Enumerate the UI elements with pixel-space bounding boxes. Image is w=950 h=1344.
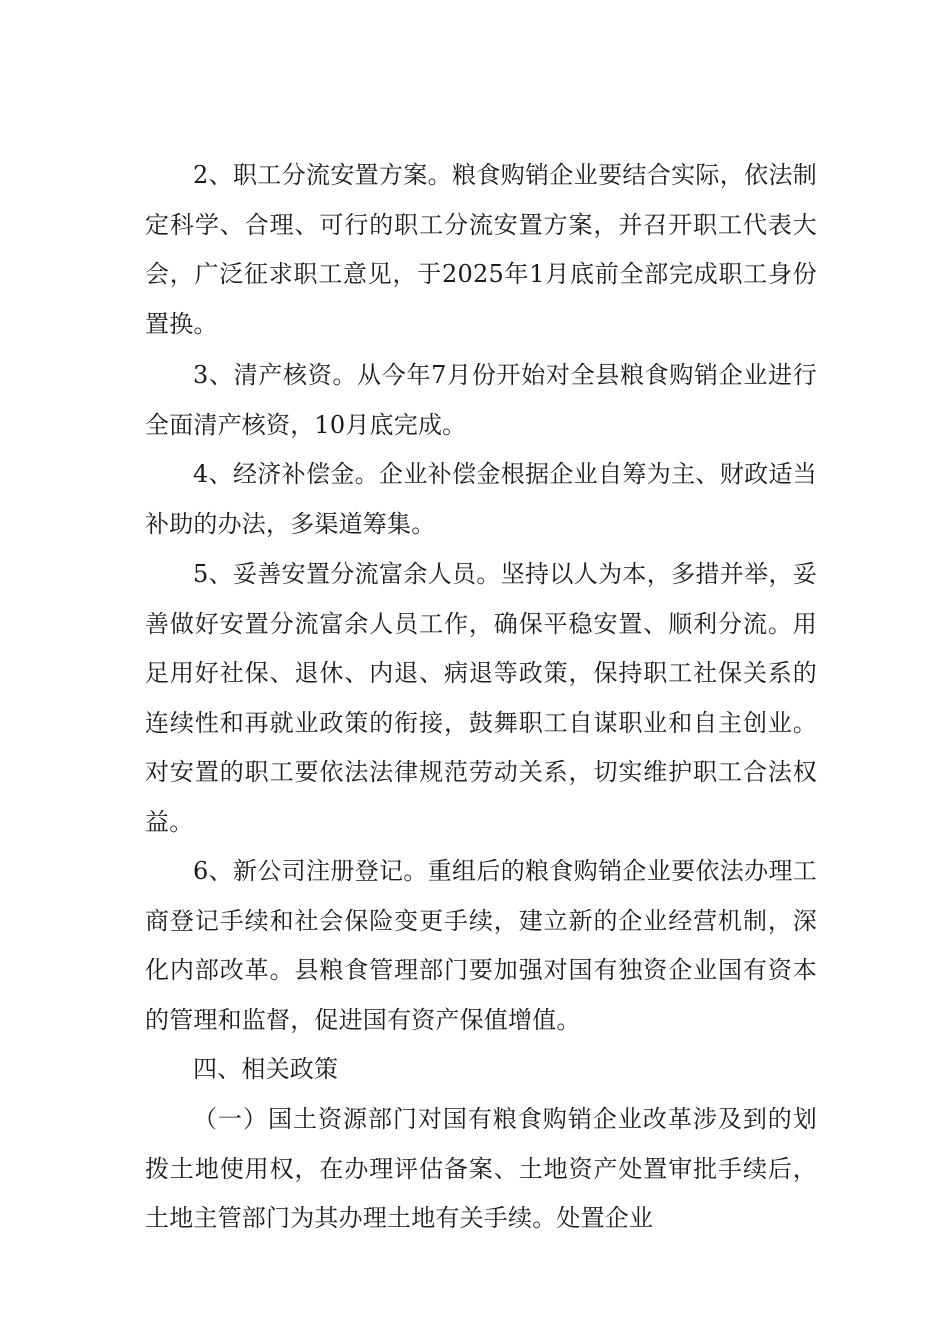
section-heading-related-policies: 四、相关政策 bbox=[193, 1055, 339, 1083]
paragraph-item-6-registration: 6、新公司注册登记。重组后的粮食购销企业要依法办理工商登记手续和社会保险变更手续，建立新的企业经营机制，深化内部改革。县粮食管理部门要加强对国有独资企业国有资本的管理和监督，促进国有资产保值增值。 bbox=[145, 857, 817, 1034]
paragraph-item-2-staff-placement: 2、职工分流安置方案。粮食购销企业要结合实际，依法制定科学、合理、可行的职工分流安置方案，并召开职工代表大会，广泛征求职工意见，于2025年1月底前全部完成职工身份置换。 bbox=[145, 161, 817, 338]
paragraph-policy-1-land: （一）国土资源部门对国有粮食购销企业改革涉及到的划拨土地使用权，在办理评估备案、土地资产处置审批手续后，土地主管部门为其办理土地有关手续。处置企业 bbox=[145, 1105, 817, 1232]
paragraph-item-5-surplus-staff: 5、妥善安置分流富余人员。坚持以人为本，多措并举，妥善做好安置分流富余人员工作，确保平稳安置、顺利分流。用足用好社保、退休、内退、病退等政策，保持职工社保关系的连续性和再就业政策的衔接，鼓舞职工自谋职业和自主创业。对安置的职工要依法法律规范劳动关系，切实维护职工合法权益。 bbox=[145, 560, 817, 836]
paragraph-item-3-asset-verification: 3、清产核资。从今年7月份开始对全县粮食购销企业进行全面清产核资，10月底完成。 bbox=[145, 361, 817, 439]
paragraph-item-4-compensation: 4、经济补偿金。企业补偿金根据企业自筹为主、财政适当补助的办法，多渠道筹集。 bbox=[145, 460, 817, 538]
